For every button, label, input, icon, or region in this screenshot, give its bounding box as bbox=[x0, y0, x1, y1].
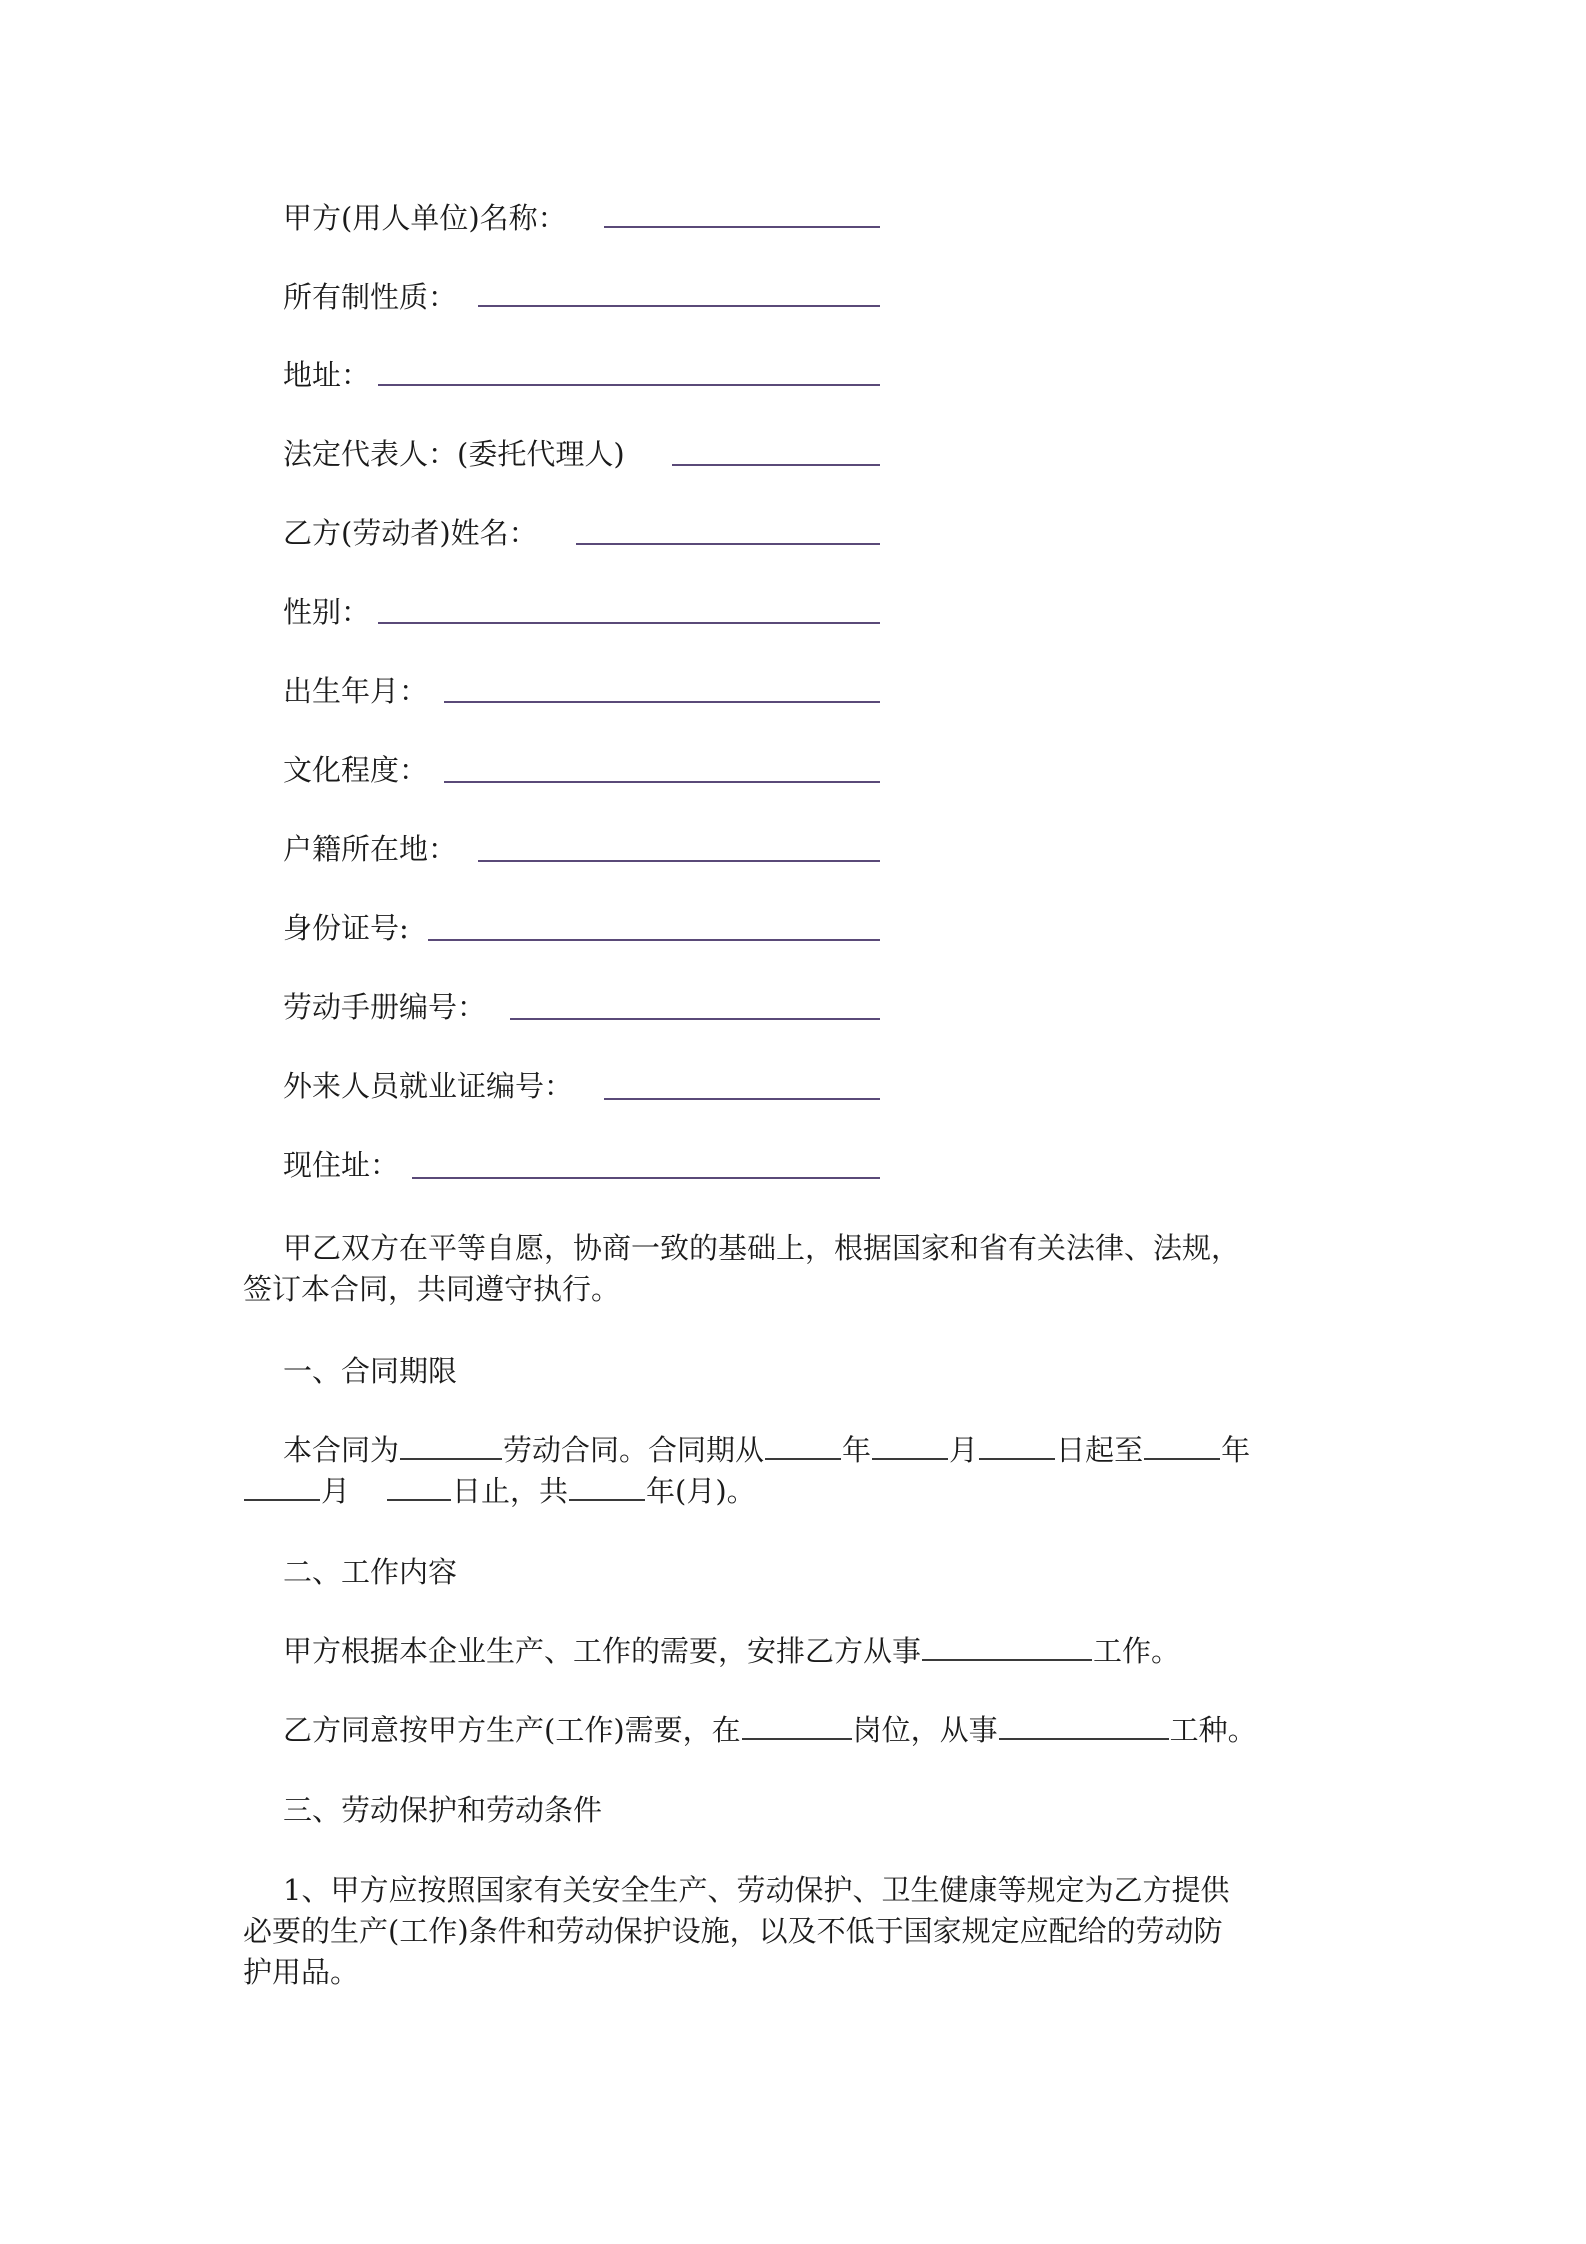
form-field-employee-name bbox=[283, 513, 538, 553]
field-label: 现住址： bbox=[283, 1148, 400, 1182]
job-type-blank[interactable] bbox=[999, 1712, 1169, 1740]
text: 岗位，从事 bbox=[852, 1713, 998, 1747]
gender-blank[interactable] bbox=[378, 622, 880, 624]
intro-line-2: 签订本合同，共同遵守执行。 bbox=[243, 1272, 621, 1306]
section-2-para-1 bbox=[283, 1631, 1180, 1671]
field-label: 户籍所在地： bbox=[283, 832, 458, 866]
contract-type-blank[interactable] bbox=[400, 1432, 502, 1460]
text: 日起至 bbox=[1056, 1433, 1144, 1467]
form-field-current-address bbox=[283, 1145, 399, 1185]
section-2-heading: 二、工作内容 bbox=[283, 1555, 458, 1589]
position-blank[interactable] bbox=[742, 1712, 852, 1740]
text: 乙方同意按甲方生产(工作)需要，在 bbox=[283, 1713, 741, 1747]
form-field-education bbox=[283, 750, 428, 790]
field-label: 法定代表人：(委托代理人) bbox=[283, 437, 625, 471]
intro-line-1: 甲乙双方在平等自愿，协商一致的基础上，根据国家和省有关法律、法规， bbox=[283, 1231, 1241, 1265]
employer-name-blank[interactable] bbox=[604, 226, 880, 228]
start-day-blank[interactable] bbox=[979, 1432, 1055, 1460]
form-field-household bbox=[283, 829, 457, 869]
form-field-employer-name bbox=[283, 198, 567, 238]
field-label: 甲方(用人单位)名称： bbox=[283, 201, 567, 235]
end-month-blank[interactable] bbox=[244, 1473, 320, 1501]
field-label: 文化程度： bbox=[283, 753, 429, 787]
form-field-address bbox=[283, 355, 370, 395]
text: 日止，共 bbox=[452, 1474, 569, 1508]
form-field-id-number bbox=[283, 908, 409, 948]
employee-name-blank[interactable] bbox=[576, 543, 880, 545]
text: 年(月)。 bbox=[646, 1474, 756, 1508]
form-field-legal-rep bbox=[283, 434, 625, 474]
form-field-labor-handbook bbox=[283, 987, 486, 1027]
form-field-employment-cert bbox=[283, 1066, 573, 1106]
field-label: 身份证号: bbox=[283, 911, 409, 945]
text: 劳动合同。合同期从 bbox=[503, 1433, 765, 1467]
current-address-blank[interactable] bbox=[412, 1177, 880, 1179]
field-label: 外来人员就业证编号： bbox=[283, 1069, 574, 1103]
labor-handbook-blank[interactable] bbox=[510, 1018, 880, 1020]
start-month-blank[interactable] bbox=[872, 1432, 948, 1460]
job-blank[interactable] bbox=[922, 1633, 1092, 1661]
field-label: 乙方(劳动者)姓名： bbox=[283, 516, 538, 550]
section-1-line-2 bbox=[243, 1471, 756, 1511]
education-blank[interactable] bbox=[444, 781, 880, 783]
start-year-blank[interactable] bbox=[765, 1432, 841, 1460]
section-3-para-1-line-2: 必要的生产(工作)条件和劳动保护设施，以及不低于国家规定应配给的劳动防 bbox=[243, 1914, 1223, 1948]
field-label: 出生年月： bbox=[283, 674, 429, 708]
text: 年 bbox=[842, 1433, 872, 1467]
form-field-ownership bbox=[283, 277, 457, 317]
household-blank[interactable] bbox=[478, 860, 880, 862]
section-3-heading: 三、劳动保护和劳动条件 bbox=[283, 1793, 603, 1827]
section-1-line-1 bbox=[283, 1430, 1250, 1470]
form-field-gender bbox=[283, 592, 370, 632]
text: 月 bbox=[321, 1474, 351, 1508]
text: 年 bbox=[1221, 1433, 1251, 1467]
id-number-blank[interactable] bbox=[428, 939, 880, 941]
text: 甲方根据本企业生产、工作的需要，安排乙方从事 bbox=[283, 1634, 922, 1668]
section-1-heading: 一、合同期限 bbox=[283, 1354, 458, 1388]
end-day-blank[interactable] bbox=[387, 1473, 451, 1501]
text: 月 bbox=[949, 1433, 979, 1467]
text: 工作。 bbox=[1093, 1634, 1181, 1668]
text: 工种。 bbox=[1169, 1713, 1257, 1747]
total-term-blank[interactable] bbox=[569, 1473, 645, 1501]
text: 本合同为 bbox=[283, 1433, 400, 1467]
section-3-para-1-line-3: 护用品。 bbox=[243, 1955, 360, 1989]
end-year-blank[interactable] bbox=[1144, 1432, 1220, 1460]
section-2-para-2 bbox=[283, 1710, 1257, 1750]
field-label: 劳动手册编号： bbox=[283, 990, 487, 1024]
field-label: 性别： bbox=[283, 595, 371, 629]
field-label: 所有制性质： bbox=[283, 280, 458, 314]
address-blank[interactable] bbox=[378, 384, 880, 386]
legal-rep-blank[interactable] bbox=[672, 464, 880, 466]
section-3-para-1-line-1: 1、甲方应按照国家有关安全生产、劳动保护、卫生健康等规定为乙方提供 bbox=[283, 1873, 1230, 1907]
field-label: 地址： bbox=[283, 358, 371, 392]
employment-cert-blank[interactable] bbox=[604, 1098, 880, 1100]
form-field-birth bbox=[283, 671, 428, 711]
ownership-blank[interactable] bbox=[478, 305, 880, 307]
birth-blank[interactable] bbox=[444, 701, 880, 703]
